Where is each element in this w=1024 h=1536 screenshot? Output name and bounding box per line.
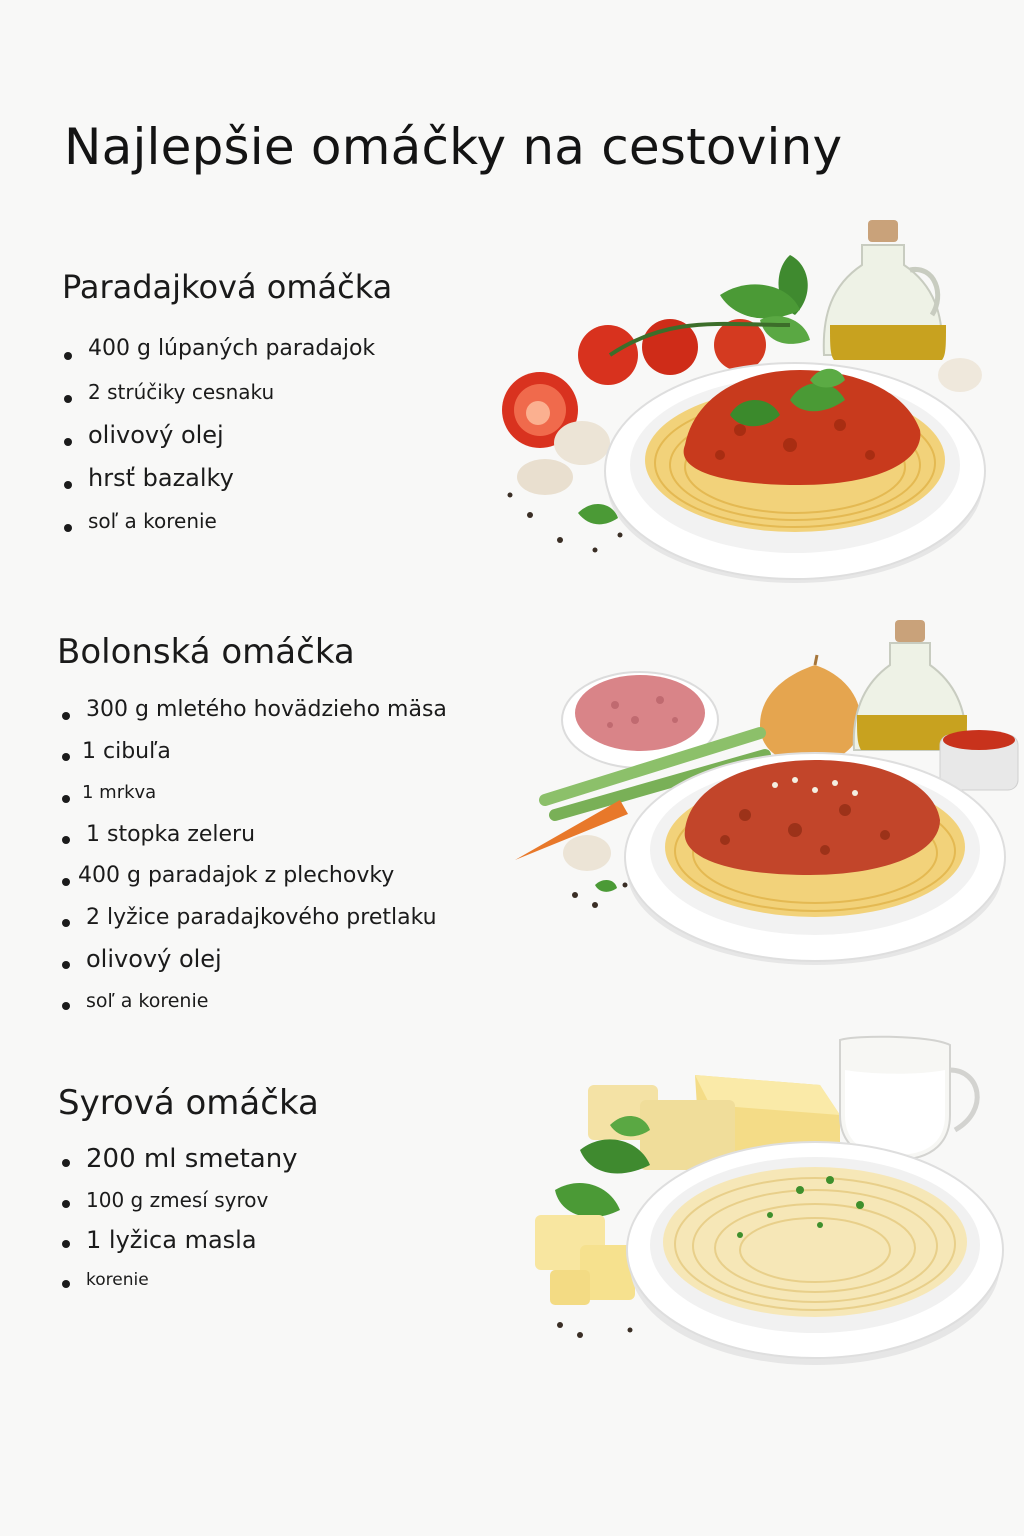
ingredient-item: 2 lyžice paradajkového pretlaku [60,903,447,945]
ingredient-item: 400 g paradajok z plechovky [60,861,447,903]
cream-jug-icon [840,1037,977,1160]
ingredient-item: 200 ml smetany [60,1142,298,1184]
ingredient-item: 1 mrkva [60,778,447,820]
pepper-icon [557,1322,633,1338]
garlic-icon [517,459,573,495]
cheese-pasta-illustration [520,1030,1010,1390]
ingredient-item: olivový olej [62,420,375,463]
ingredient-list-bolognese [60,695,447,1027]
ingredient-item: soľ a korenie [60,986,447,1028]
basil-leaf-icon [595,880,617,892]
cheese-cube-icon [550,1270,590,1305]
ingredient-item: soľ a korenie [62,506,375,549]
ingredient-item: olivový olej [60,944,447,986]
section-heading-tomato: Paradajková omáčka [62,268,393,306]
section-heading-bolognese: Bolonská omáčka [57,632,355,672]
ingredient-item: 300 g mletého hovädzieho mäsa [60,695,447,737]
garlic-icon [563,835,611,871]
minced-meat-icon [575,675,705,751]
ingredient-item: 1 stopka zeleru [60,820,447,862]
section-heading-cheese: Syrová omáčka [58,1083,319,1123]
ingredient-item: 400 g lúpaných paradajok [62,334,375,377]
ingredient-list-cheese [60,1142,298,1304]
page-title: Najlepšie omáčky na cestoviny [64,118,843,176]
basil-leaf-icon [578,504,618,524]
garlic-icon [554,421,610,465]
ingredient-item: 2 strúčiky cesnaku [62,377,375,420]
garlic-icon [938,358,982,392]
tomato-spaghetti-illustration [490,215,1000,590]
olive-oil-bottle-icon [854,620,967,750]
ingredient-item: korenie [60,1264,298,1304]
ingredient-item: hrsť bazalky [62,463,375,506]
olive-oil-bottle-icon [824,220,946,360]
ingredient-item: 1 lyžica masla [60,1224,298,1264]
onion-icon [760,665,861,765]
ingredient-list-tomato [62,334,375,549]
ingredient-item: 1 cibuľa [60,737,447,779]
ingredient-item: 100 g zmesí syrov [60,1184,298,1224]
bolognese-spaghetti-illustration [515,615,1020,975]
